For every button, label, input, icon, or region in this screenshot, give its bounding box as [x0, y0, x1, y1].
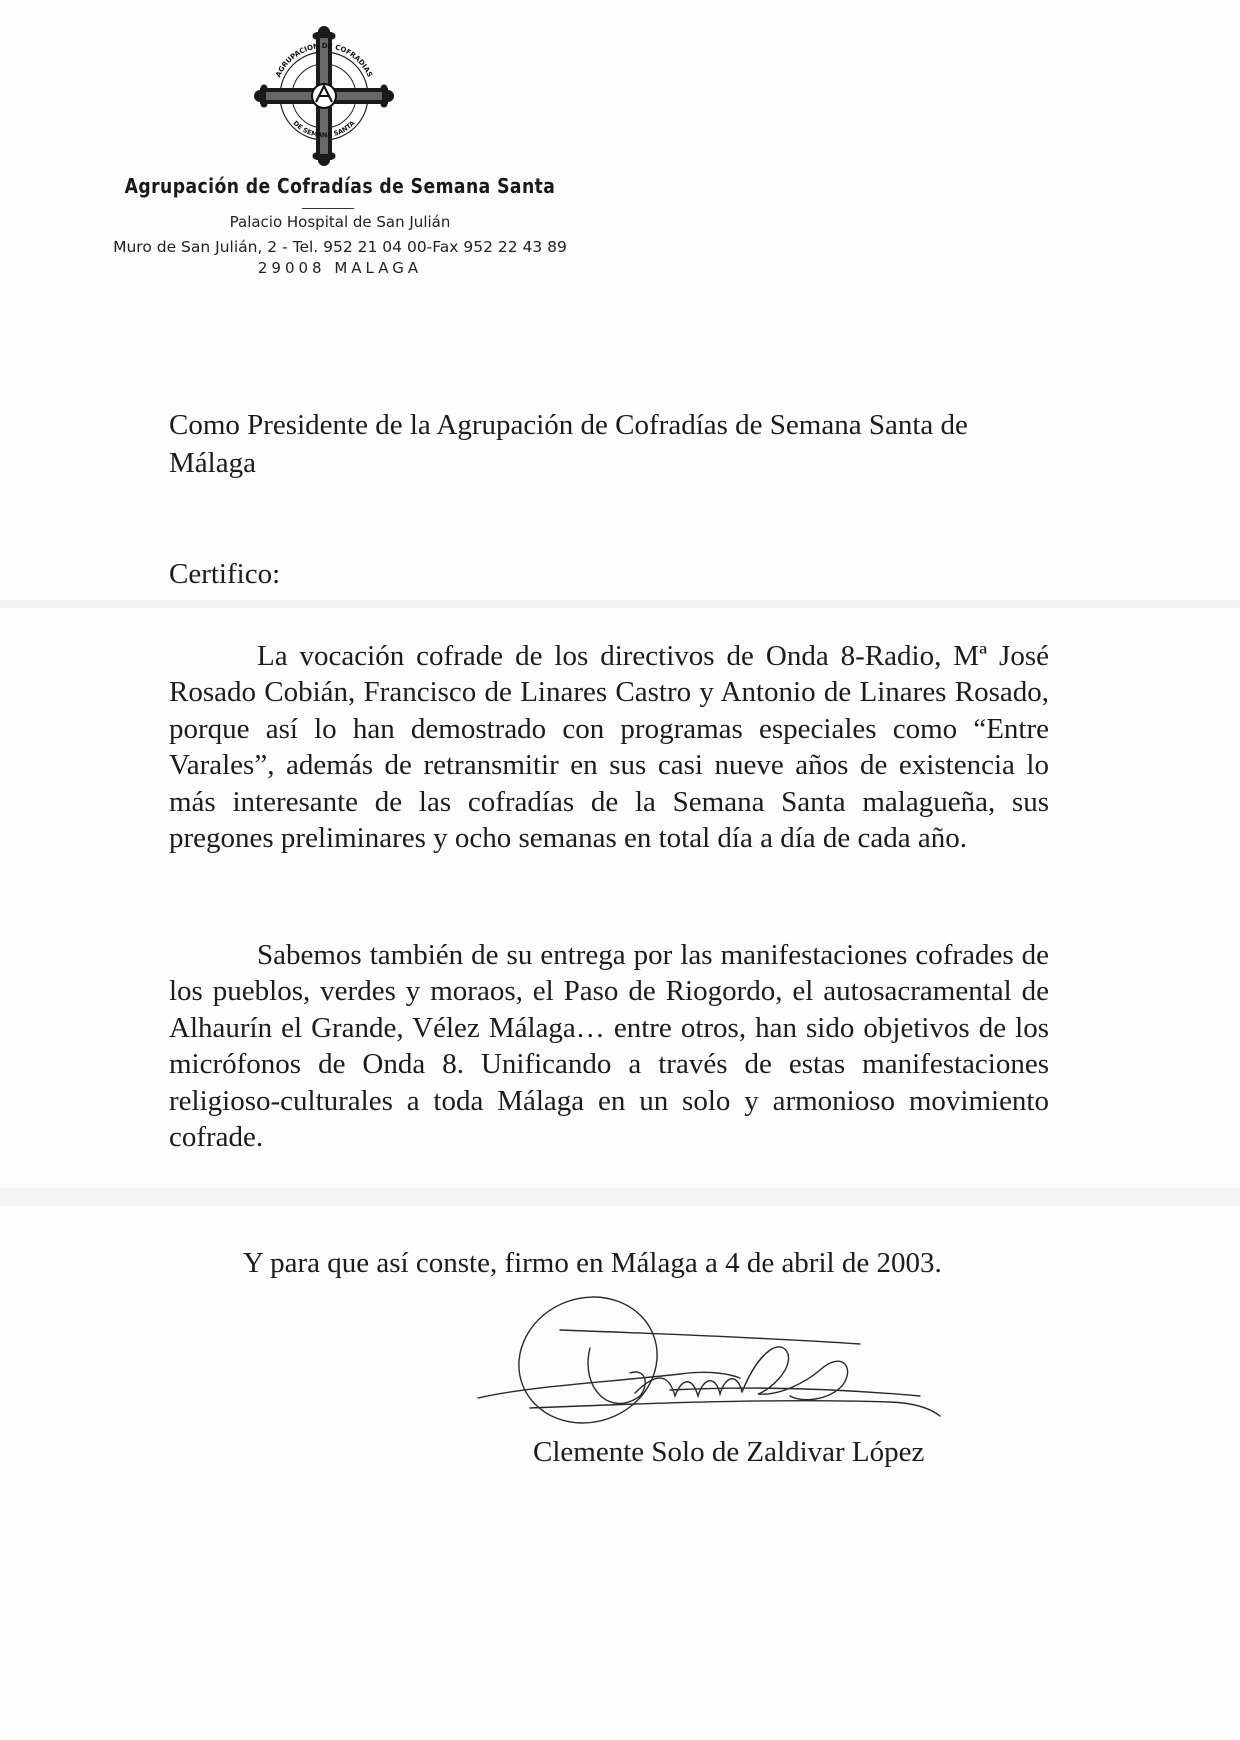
signer-name: Clemente Solo de Zaldivar López [533, 1436, 925, 1468]
cofradias-cross-emblem-icon [254, 26, 394, 166]
closing-statement: Y para que así conste, firmo en Málaga a 4 de abril de 2003. [243, 1247, 942, 1279]
emblem-ring-text-top: AGRUPACION DE COFRADIAS [274, 41, 374, 79]
organization-name: Agrupación de Cofradías de Semana Santa [124, 174, 556, 198]
paragraph-dedication: Sabemos también de su entrega por las manifestaciones cofrades de los pueblos, verdes y moraos, el Paso de Riogordo, el autosacramental de Alhaurín el Grande, Vélez Málaga… entre otros, han sido objetivos de los micrófonos de Onda 8. Unificando a través de estas manifestaciones religioso-culturales a toda Málaga en un solo y armonioso movimiento cofrade. [169, 939, 1049, 1154]
fold-crease-shadow [0, 1188, 1240, 1206]
address-line-1: Palacio Hospital de San Julián [229, 213, 451, 231]
opening-statement: Como Presidente de la Agrupación de Cofradías de Semana Santa de Málaga [169, 409, 968, 479]
fold-crease-shadow [0, 600, 1240, 608]
address-line-3: 29008 MALAGA [257, 259, 423, 277]
emblem-ring-text-bottom: DE SEMANA SANTA [291, 119, 357, 140]
letterhead-divider [302, 208, 354, 209]
certifico-heading: Certifico: [169, 558, 281, 590]
paragraph-vocation: La vocación cofrade de los directivos de Onda 8-Radio, Mª José Rosado Cobián, Francisco de Linares Castro y Antonio de Linares Rosado, porque así lo han demostrado con programas especiales como “Entre Varales”, además de retransmitir en sus casi nueve años de existencia lo más interesante de las cofradías de la Semana Santa malagueña, sus pregones preliminares y ocho semanas en total día a día de cada año. [169, 640, 1049, 855]
address-line-2: Muro de San Julián, 2 - Tel. 952 21 04 00-Fax 952 22 43 89 [113, 238, 567, 256]
